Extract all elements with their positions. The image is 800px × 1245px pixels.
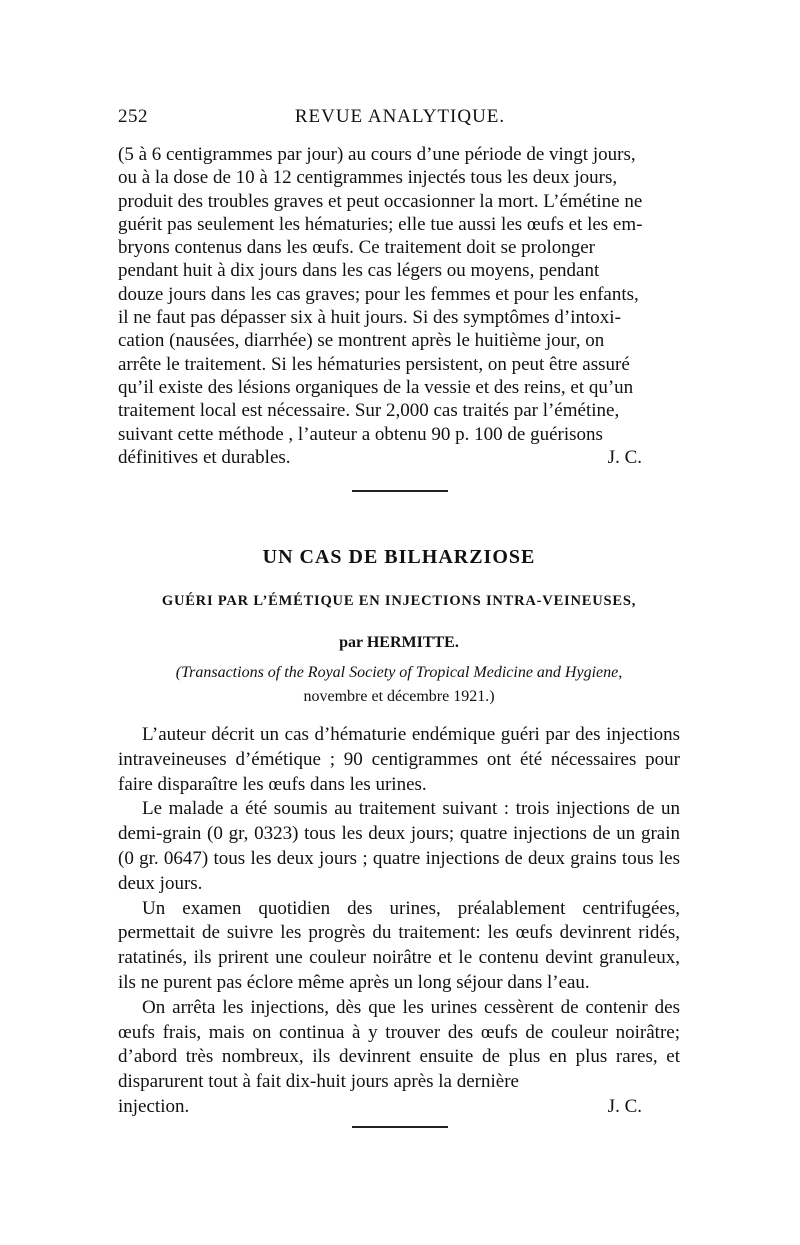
text-line: (5 à 6 centigrammes par jour) au cours d’une période de vingt jours, (118, 144, 636, 165)
article-body (118, 723, 680, 1120)
text-line: produit des troubles graves et peut occasionner la mort. L’émétine ne (118, 190, 643, 212)
page-header (118, 106, 682, 136)
previous-article-text (118, 143, 680, 469)
section-divider (352, 1126, 448, 1128)
article-title: UN CAS DE BILHARZIOSE (262, 546, 536, 568)
text-line: guérit pas seulement les hématuries; elle tue aussi les œufs et les em- (118, 213, 643, 235)
paragraph: L’auteur décrit un cas d’hématurie endémique guéri par des injections intraveineuses d’émétique ; 90 centigrammes ont été nécessaires pour faire disparaître les œufs dans les urines. (118, 724, 680, 795)
source-date: novembre et décembre 1921.) (303, 688, 495, 705)
closing-text: injection. (118, 1095, 190, 1117)
text-line: pendant huit à dix jours dans les cas légers ou moyens, pendant (118, 260, 600, 282)
signature: J. C. (607, 446, 642, 468)
text-line: traitement local est nécessaire. Sur 2,000 cas traités par l’émétine, (118, 400, 620, 422)
text-line: ou à la dose de 10 à 12 centigrammes injectés tous les deux jours, (118, 167, 618, 189)
paragraph: On arrêta les injections, dès que les urines cessèrent de contenir des œufs frais, mais on continua à y trouver des œufs de couleur noirâtre; d’abord très nombreux, ils devinrent ensuite de plus en plus rares, et disparurent tout à fait dix-huit jours après la dernière (118, 996, 680, 1093)
section-divider (352, 490, 448, 492)
signature: J. C. (607, 1095, 642, 1117)
article-author: par HERMITTE. (339, 634, 459, 651)
article-subtitle: GUÉRI PAR L’ÉMÉTIQUE EN INJECTIONS INTRA-VEINEUSES, (161, 593, 637, 609)
source-citation: (Transactions of the Royal Society of Tropical Medicine and Hygiene, (175, 664, 623, 681)
closing-line (118, 1095, 680, 1120)
text-line: douze jours dans les cas graves; pour les femmes et pour les enfants, (118, 283, 639, 305)
paragraph: Un examen quotidien des urines, préalablement centrifugées, permettait de suivre les progrès du traitement: les œufs devinrent ridés, ratatinés, ils prirent une couleur noirâtre et le contenu devint granuleux, ils ne purent pas éclore même après un long séjour dans l’eau. (118, 897, 680, 993)
text-line: cation (nausées, diarrhée) se montrent après le huitième jour, on (118, 330, 605, 352)
text-line: suivant cette méthode , l’auteur a obtenu 90 p. 100 de guérisons (118, 423, 603, 445)
paragraph: Le malade a été soumis au traitement suivant : trois injections de un demi-grain (0 gr, 0323) tous les deux jours; quatre injections de un grain (0 gr. 0647) tous les deux jours ; quatre injections de deux grains tous les deux jours. (118, 798, 680, 894)
running-title: REVUE ANALYTIQUE. (294, 106, 506, 127)
page-number: 252 (118, 106, 148, 127)
text-line: qu’il existe des lésions organiques de la vessie et des reins, et qu’un (118, 376, 634, 398)
closing-line (118, 446, 680, 469)
text-line: il ne faut pas dépasser six à huit jours. Si des symptômes d’intoxi- (118, 307, 621, 329)
text-line: bryons contenus dans les œufs. Ce traitement doit se prolonger (118, 237, 596, 259)
article-source (118, 661, 680, 709)
text-line: arrête le traitement. Si les hématuries persistent, on peut être assuré (118, 353, 630, 375)
closing-text: définitives et durables. (118, 446, 291, 468)
